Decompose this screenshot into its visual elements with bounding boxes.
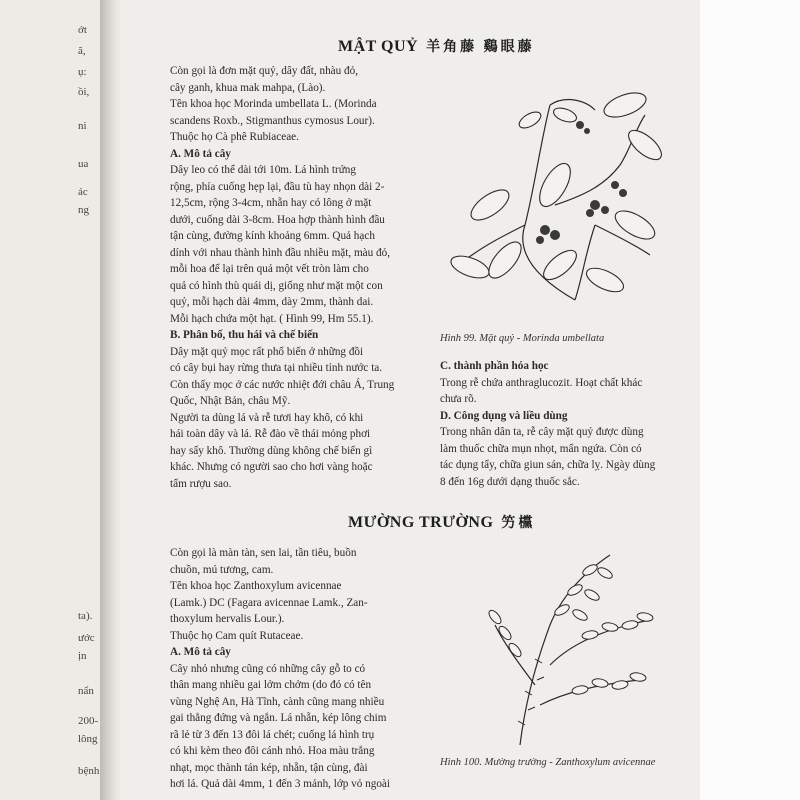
text-line: Tên khoa học Morinda umbellata L. (Morinda xyxy=(170,98,377,110)
section-heading: D. Công dụng và liều dùng xyxy=(440,409,568,422)
left-page-fragment: ã, xyxy=(78,45,86,57)
left-page-fragment: 200- xyxy=(78,715,99,727)
text-line: rộng, phía cuống hẹp lại, đầu tù hay nhọn dài 2- xyxy=(170,180,385,193)
text-line: dưới, cuống dài 3-8cm. Hoa hợp thành hình đầu xyxy=(170,213,385,226)
text-line: Còn thấy mọc ở các nước nhiệt đới châu Á, Trung xyxy=(170,378,395,391)
book-page xyxy=(120,0,700,800)
left-page-fragment: ni xyxy=(78,120,87,132)
text-line: cây ganh, khua mak mahpa, (Lào). xyxy=(170,81,326,94)
text-line: Thuộc họ Cam quít Rutaceae. xyxy=(170,629,304,642)
text-line: vùng Nghệ An, Hà Tĩnh, cành cũng mang nhiều xyxy=(170,695,385,708)
left-page-fragments xyxy=(0,0,100,800)
text-line: rã lẻ từ 3 đến 13 đôi lá chét; cuống lá hình trụ xyxy=(170,728,375,741)
text-line: có cây bụi hay rừng thưa tại nhiều tỉnh nước ta. xyxy=(170,362,383,374)
text-line: Dây mặt quỷ mọc rất phổ biến ở những đồi xyxy=(170,345,364,358)
section-heading: C. thành phần hóa học xyxy=(440,360,549,372)
text-line: nhạt, mọc thành tán kép, nhẵn, tận cùng, đài xyxy=(170,761,368,774)
text-line: gai thẳng đứng và ngắn. Lá nhẵn, kép lông chim xyxy=(170,712,387,724)
text-line: quả có hình thù quái dị, giống như mặt một con xyxy=(170,279,383,292)
text-line: làm thuốc chữa mụn nhọt, mẩn ngứa. Còn có xyxy=(440,442,642,455)
text-line: Trong nhân dân ta, rễ cây mặt quỷ được dùng xyxy=(440,426,644,438)
text-line: Dây leo có thể dài tới 10m. Lá hình trứng xyxy=(170,164,356,176)
left-page-fragment: ta). xyxy=(78,610,93,622)
figure-99-caption: Hình 99. Mặt quỷ - Morinda umbellata xyxy=(440,333,605,344)
text-line: Còn gọi là đơn mặt quỷ, dây đất, nhàu đỏ, xyxy=(170,65,358,77)
text-line: 8 đến 16g dưới dạng thuốc sắc. xyxy=(440,475,580,488)
figure-zanthoxylum-avicennae-illustration xyxy=(480,545,670,750)
left-page-fragment: ua xyxy=(78,158,89,170)
text-line: Trong rễ chứa anthraglucozit. Hoạt chất khác xyxy=(440,376,643,389)
text-line: Quốc, Nhật Bản, châu Mỹ. xyxy=(170,395,291,407)
text-line: có khi kèm theo đôi cánh nhỏ. Hoa màu trắng xyxy=(170,745,375,757)
section-title-mat-quy: MẬT QUỶ 羊角藤 鷄眼藤 xyxy=(338,38,535,55)
book-gutter xyxy=(100,0,122,800)
text-line: tận cùng, đường kính khoảng 6mm. Quả hạch xyxy=(170,230,375,242)
left-page-fragment: nẩn xyxy=(78,685,94,697)
text-line: hay sấy khô. Thường dùng không chế biến gì xyxy=(170,444,373,457)
text-line: Thuộc họ Cà phê Rubiaceae. xyxy=(170,131,299,143)
text-line: thoxylum hervalis Lour.). xyxy=(170,613,285,625)
text-line: Mỗi hạch chứa một hạt. ( Hình 99, Hm 55.1). xyxy=(170,312,374,325)
text-line: Còn gọi là màn tàn, sen lai, tần tiêu, buồn xyxy=(170,547,357,559)
text-line: thân mang nhiều gai lởm chởm (do đó có tên xyxy=(170,679,372,691)
text-line: hái toàn dây và lá. Rễ đào về thái mỏng phơi xyxy=(170,428,371,440)
left-page-fragment: ụ: xyxy=(78,66,87,78)
text-line: mỗi hoa để lại trên quả một vết tròn làm cho xyxy=(170,263,369,275)
title-chinese-characters: 竻欓 xyxy=(501,516,536,531)
left-page-fragment: ác xyxy=(78,186,88,198)
left-page-fragment: ng xyxy=(78,204,89,216)
title-chinese-characters: 羊角藤 鷄眼藤 xyxy=(426,40,535,55)
right-margin xyxy=(700,0,800,800)
left-page-fragment: bệnh xyxy=(78,765,100,777)
text-line: tác dụng tẩy, chữa giun sán, chữa lỵ. Ngày dùng xyxy=(440,459,656,471)
text-line: scandens Roxb., Stigmanthus cymosus Lour). xyxy=(170,114,375,127)
text-line: (Lamk.) DC (Fagara avicennae Lamk., Zan- xyxy=(170,596,368,609)
section-heading: A. Mô tả cây xyxy=(170,147,231,160)
section-heading: A. Mô tả cây xyxy=(170,646,231,658)
left-page-fragment: lông xyxy=(78,733,98,745)
text-line: quỷ, mỗi hạch dài 4mm, dày 2mm, thành dai. xyxy=(170,296,374,308)
figure-morinda-umbellata-illustration xyxy=(445,85,665,315)
text-line: 12,5cm, rộng 3-4cm, nhẵn hay có lông ở mặt xyxy=(170,197,372,209)
figure-100-caption: Hình 100. Mường trường - Zanthoxylum avicennae xyxy=(440,757,656,768)
text-line: tẩm rượu sao. xyxy=(170,477,232,490)
text-line: Người ta dùng lá và rễ tươi hay khô, có khi xyxy=(170,411,364,424)
left-page-fragment: ước xyxy=(78,632,95,644)
text-line: Cây nhỏ nhưng cũng có những cây gỗ to có xyxy=(170,662,366,675)
left-page-fragment: ớt xyxy=(78,24,87,36)
text-line: khác. Nhưng có người sao cho hơi vàng hoặc xyxy=(170,461,373,473)
text-line: chưa rõ. xyxy=(440,393,477,405)
section-heading: B. Phân bố, thu hái và chế biến xyxy=(170,329,319,341)
section-title-muong-truong: MƯỜNG TRƯỜNG 竻欓 xyxy=(348,514,536,531)
text-line: chuồn, mú tương, cam. xyxy=(170,563,274,576)
text-line: hơi lá. Quả dài 4mm, 1 đến 3 mảnh, lớp vỏ ngoài xyxy=(170,778,391,790)
text-line: dính với nhau thành hình đầu nhiều mặt, màu đỏ, xyxy=(170,246,390,259)
left-page-fragment: ồi, xyxy=(78,86,90,98)
text-line: Tên khoa học Zanthoxylum avicennae xyxy=(170,580,342,592)
left-page-fragment: ịn xyxy=(78,650,87,662)
